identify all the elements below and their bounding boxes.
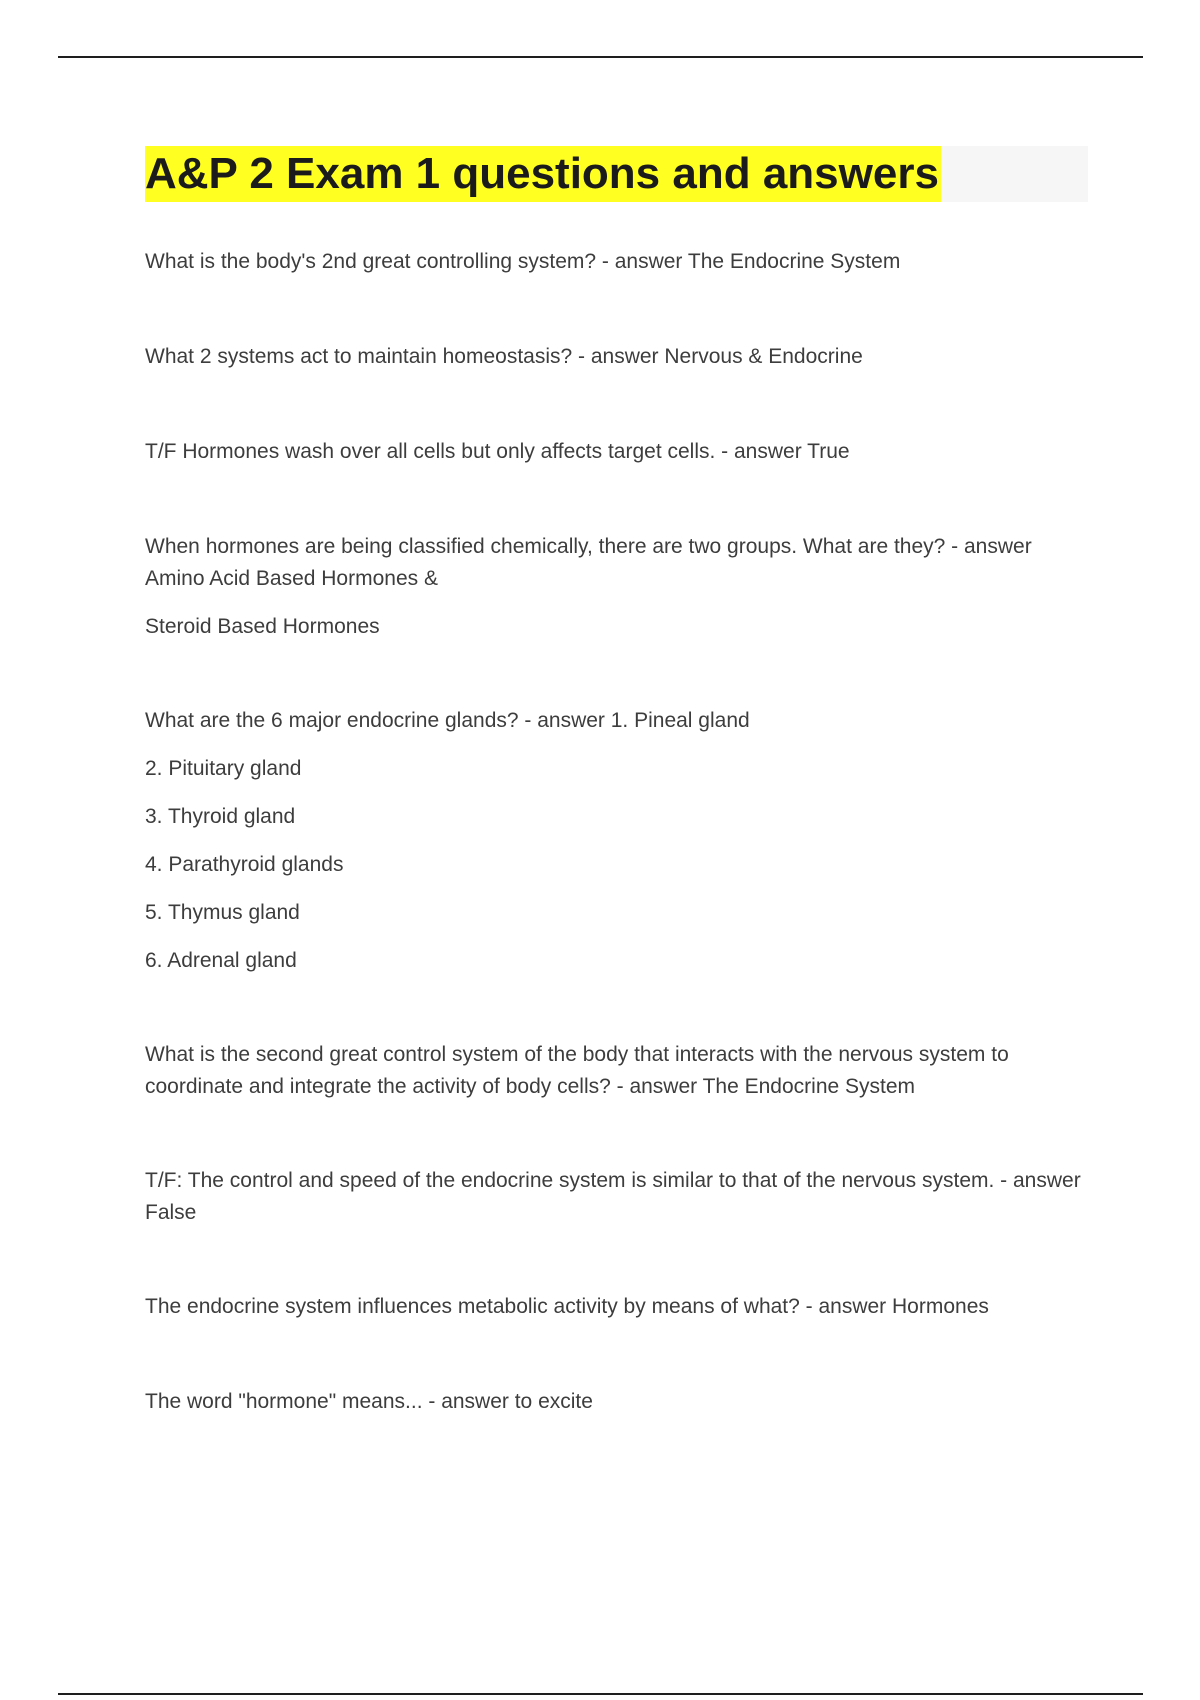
qa-item-6 [145, 1039, 1090, 1103]
page-title: A&P 2 Exam 1 questions and answers [145, 146, 941, 202]
qa-line: The word "hormone" means... - answer to excite [145, 1390, 593, 1413]
qa-item-3 [145, 436, 1090, 468]
qa-item-9 [145, 1386, 1090, 1418]
bottom-rule [58, 1693, 1143, 1695]
qa-line: T/F Hormones wash over all cells but only affects target cells. - answer True [145, 440, 850, 463]
qa-line: When hormones are being classified chemically, there are two groups. What are they? - answer Amino Acid Based Hormones & [145, 535, 1032, 590]
qa-line: What 2 systems act to maintain homeostasis? - answer Nervous & Endocrine [145, 345, 863, 368]
qa-item-4 [145, 531, 1090, 643]
qa-item-5 [145, 705, 1090, 977]
qa-line: Steroid Based Hormones [145, 615, 380, 638]
list-item: 5. Thymus gland [145, 901, 300, 924]
list-item: 2. Pituitary gland [145, 757, 302, 780]
qa-line: What is the body's 2nd great controlling system? - answer The Endocrine System [145, 250, 901, 273]
qa-line: What are the 6 major endocrine glands? - answer 1. Pineal gland [145, 709, 750, 732]
qa-item-8 [145, 1291, 1090, 1323]
qa-item-2 [145, 341, 1090, 373]
list-item: 6. Adrenal gland [145, 949, 297, 972]
qa-line: The endocrine system influences metabolic activity by means of what? - answer Hormones [145, 1295, 989, 1318]
list-item: 4. Parathyroid glands [145, 853, 344, 876]
qa-line: What is the second great control system of the body that interacts with the nervous system to coordinate and integrate the activity of body cells? - answer The Endocrine System [145, 1043, 1009, 1098]
title-band [145, 146, 1088, 202]
qa-line: T/F: The control and speed of the endocrine system is similar to that of the nervous system. - answer False [145, 1169, 1081, 1224]
qa-item-7 [145, 1165, 1090, 1229]
document-body [145, 146, 1090, 1481]
qa-item-1 [145, 246, 1090, 278]
top-rule [58, 56, 1143, 58]
list-item: 3. Thyroid gland [145, 805, 296, 828]
